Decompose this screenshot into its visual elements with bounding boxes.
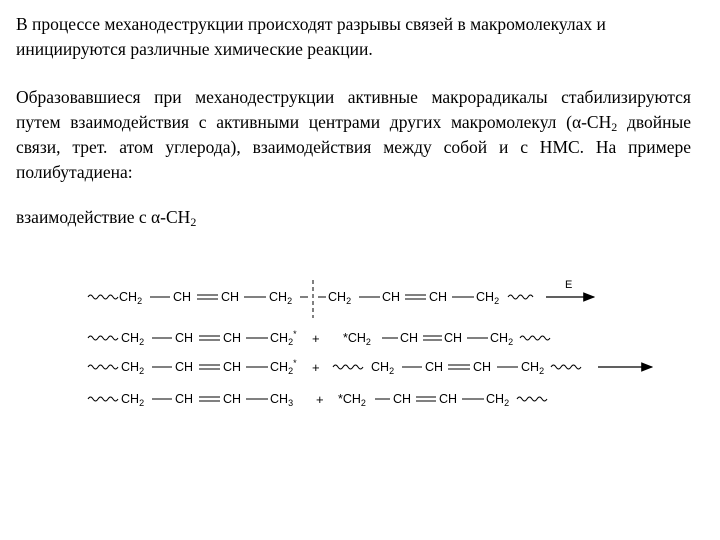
plus-sign: +: [316, 392, 324, 407]
interaction-text: взаимодействие с: [16, 207, 151, 227]
group-label: CH: [119, 290, 138, 304]
group-subscript: 2: [287, 296, 293, 306]
chain-group: $CH_2$: [521, 360, 545, 376]
group-label: CH: [269, 290, 288, 304]
radical-group: $CH_2^*$: [270, 358, 297, 376]
energy-label: E: [565, 279, 573, 291]
chain-group: $CH_2$: [121, 360, 145, 376]
chain-group: $CH_2$: [486, 392, 510, 408]
chain-group: [269, 290, 292, 306]
ch-text: -CH: [160, 207, 191, 227]
ch2-subscript: 2: [611, 120, 618, 134]
methyl-group: $CH_3$: [270, 392, 294, 408]
intro-paragraph: В процессе механодеструкции происходят разрывы связей в макромолекулах и инициируются различные химические реакции.: [16, 14, 606, 59]
polymer-chain-wave: [88, 397, 118, 401]
chain-group: CH: [393, 392, 412, 406]
stabilization-paragraph: [16, 85, 691, 185]
polymer-chain-wave: [88, 295, 118, 299]
polymer-chain-wave: [88, 365, 118, 369]
group-subscript: 2: [346, 296, 352, 306]
chain-group: CH: [175, 360, 194, 374]
stabilization-text-1: Образовавшиеся при механодеструкции активные макрорадикалы стабилизируются путем взаимодействия с активными центрами других макромолекул (: [16, 87, 691, 132]
interaction-heading: [16, 205, 691, 230]
chain-group: $CH_2$: [121, 331, 145, 347]
group-label: CH: [328, 290, 347, 304]
scheme-row-3: [88, 358, 652, 376]
ch2-text: -CH: [581, 112, 612, 132]
chain-group: CH: [223, 360, 242, 374]
chain-group: [119, 290, 142, 306]
radical-group: $*CH_2$: [338, 392, 366, 408]
group-label: CH: [382, 290, 401, 304]
chain-group: $CH_2$: [121, 392, 145, 408]
group-subscript: 2: [494, 296, 500, 306]
polymer-chain-wave: [520, 336, 550, 340]
scheme-row-1: [88, 279, 594, 318]
stabilization-text-2: двойные связи, трет. атом углерода), взаимодействия между собой и с НМС. На примере полибутадиена:: [16, 112, 691, 182]
polybutadiene-reaction-scheme: [0, 270, 720, 430]
chain-group: $CH_2$: [371, 360, 395, 376]
plus-sign: +: [312, 331, 320, 346]
group-subscript: 2: [137, 296, 143, 306]
radical-group: $*CH_2$: [343, 331, 371, 347]
plus-sign: +: [312, 360, 320, 375]
chain-group: CH: [400, 331, 419, 345]
polymer-chain-wave: [333, 365, 363, 369]
chain-group: [382, 290, 400, 304]
alpha-symbol: α: [151, 207, 161, 227]
chain-group: CH: [425, 360, 444, 374]
chain-group: [221, 290, 239, 304]
scheme-row-2: [88, 329, 550, 347]
polymer-chain-wave: [508, 295, 533, 299]
group-label: CH: [476, 290, 495, 304]
ch2-subscript: 2: [190, 215, 197, 229]
chain-group: CH: [223, 331, 242, 345]
group-label: CH: [429, 290, 448, 304]
chain-group: [476, 290, 499, 306]
scheme-row-4: [88, 392, 547, 408]
chain-group: CH: [473, 360, 492, 374]
chain-group: CH: [444, 331, 463, 345]
group-label: CH: [173, 290, 192, 304]
chain-group: CH: [175, 331, 194, 345]
polymer-chain-wave: [551, 365, 581, 369]
radical-group: $CH_2^*$: [270, 329, 297, 347]
polymer-chain-wave: [517, 397, 547, 401]
chain-group: [429, 290, 447, 304]
chain-group: CH: [223, 392, 242, 406]
alpha-symbol: α: [571, 112, 582, 132]
chain-group: CH: [175, 392, 194, 406]
chain-group: CH: [439, 392, 458, 406]
group-label: CH: [221, 290, 240, 304]
polymer-chain-wave: [88, 336, 118, 340]
chain-group: $CH_2$: [490, 331, 514, 347]
chain-group: [328, 290, 351, 306]
chain-group: [173, 290, 191, 304]
